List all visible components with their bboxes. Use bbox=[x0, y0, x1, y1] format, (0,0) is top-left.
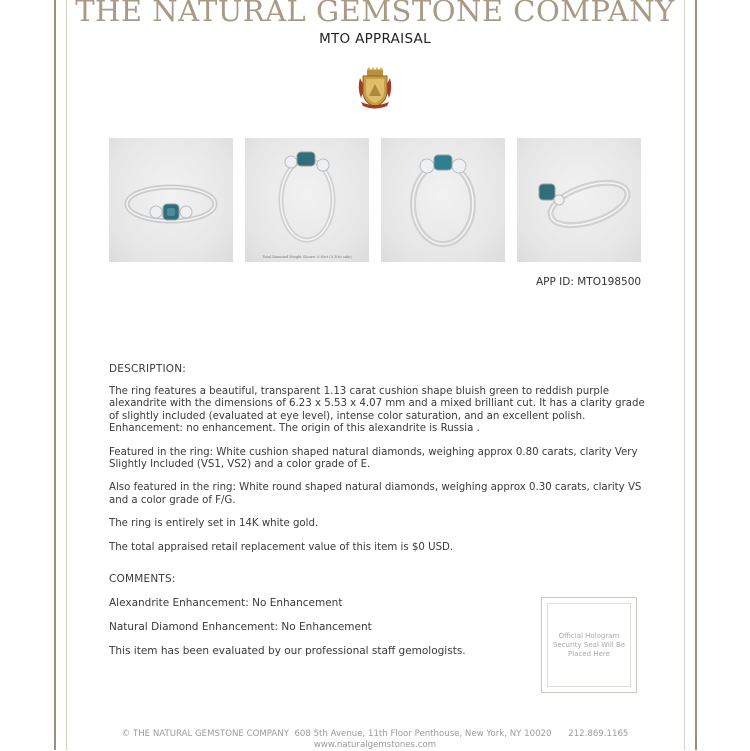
description-paragraph: The total appraised retail replacement value of this item is $0 USD. bbox=[109, 542, 454, 554]
footer-company: © THE NATURAL GEMSTONE COMPANY bbox=[121, 729, 289, 739]
brand-title: THE NATURAL GEMSTONE COMPANY bbox=[75, 0, 675, 28]
description-paragraph: Also featured in the ring: White round shaped natural diamonds, weighing approx 0.30 carats, clarity VS and a color grade of F/G. bbox=[109, 482, 642, 506]
footer-address-line bbox=[0, 729, 750, 740]
description-paragraph: The ring features a beautiful, transparent 1.13 carat cushion shape bluish green to reddish purple alexandrite with the dimensions of 6.23 x 5.53 x 4.07 mm and a mixed brilliant cut. It has a clarity grade of slightly included (evaluated at eye level), intense color saturation, and an excellent polish. Enhancement: no enhancement. The origin of this alexandrite is Russia . bbox=[109, 386, 645, 434]
comments-section bbox=[109, 573, 489, 669]
description-paragraph: Featured in the ring: White cushion shaped natural diamonds, weighing approx 0.80 carats, clarity Very Slightly Included (VS1, VS2) and a color grade of E. bbox=[109, 446, 638, 470]
description-section bbox=[109, 363, 649, 566]
ring-photo-standing-front[interactable] bbox=[381, 138, 505, 262]
document-title: MTO APPRAISAL bbox=[319, 31, 431, 47]
company-crest-icon bbox=[356, 66, 394, 110]
ring-photo-standing-side[interactable] bbox=[245, 138, 369, 262]
ring-photo-angled-side[interactable] bbox=[517, 138, 641, 262]
page-border-right-inner bbox=[684, 0, 685, 750]
footer bbox=[0, 729, 750, 751]
comments-heading: COMMENTS: bbox=[109, 573, 176, 585]
page-border-left-inner bbox=[66, 0, 67, 750]
description-heading: DESCRIPTION: bbox=[109, 363, 187, 375]
description-paragraph: The ring is entirely set in 14K white gold. bbox=[109, 518, 319, 530]
page-border-right-outer bbox=[695, 0, 697, 750]
comment-item: This item has been evaluated by our professional staff gemologists. bbox=[109, 645, 466, 657]
footer-address: 608 5th Avenue, 11th Floor Penthouse, New York, NY 10020 bbox=[294, 729, 552, 739]
comment-item: Alexandrite Enhancement: No Enhancement bbox=[109, 597, 343, 609]
page-border-left-outer bbox=[54, 0, 56, 750]
seal-text: Official Hologram Security Seal Will Be Placed Here bbox=[547, 603, 631, 687]
ring-photo-top-front[interactable] bbox=[109, 138, 233, 262]
footer-website[interactable]: www.naturalgemstones.com bbox=[313, 740, 437, 750]
comment-item: Natural Diamond Enhancement: No Enhancement bbox=[109, 621, 372, 633]
appraisal-id: APP ID: MTO198500 bbox=[536, 276, 642, 288]
photo-caption: Total Diamond Weight Shown: 0.80ct (0.30ct side) bbox=[262, 255, 352, 259]
footer-phone: 212.869.1165 bbox=[568, 729, 629, 739]
hologram-seal-placeholder bbox=[541, 597, 637, 693]
ring-photo-gallery bbox=[109, 138, 640, 262]
